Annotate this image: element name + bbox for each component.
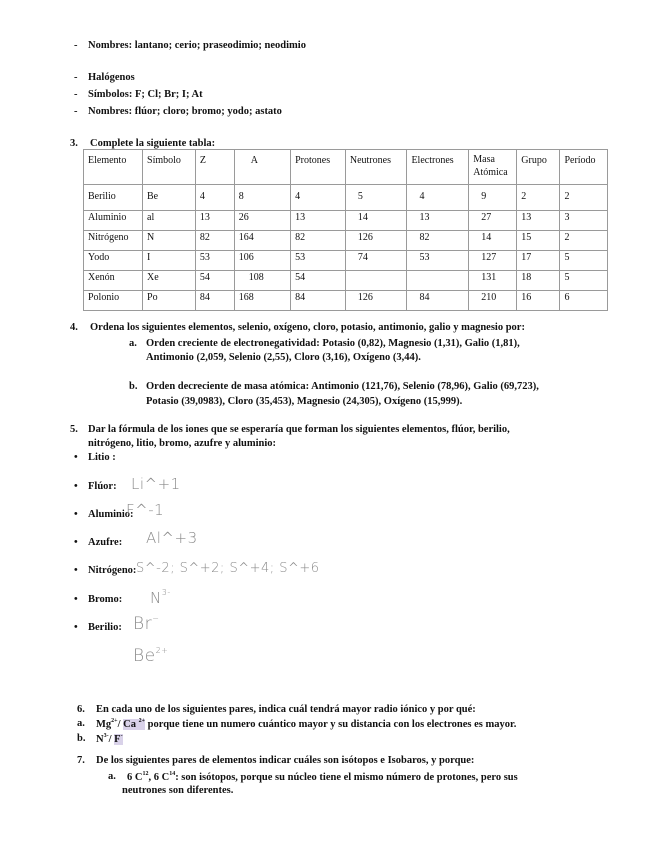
table-cell: 5 bbox=[345, 185, 407, 211]
pair-separator: / bbox=[108, 734, 112, 745]
list-bullet: • bbox=[74, 481, 78, 492]
n-charge: 3- bbox=[103, 733, 109, 739]
table-cell: 131 bbox=[469, 271, 517, 291]
sub-label: a. bbox=[108, 771, 116, 782]
table-cell: 18 bbox=[517, 271, 560, 291]
element-table bbox=[83, 149, 608, 311]
table-cell: 3 bbox=[560, 211, 608, 231]
table-cell: 5 bbox=[560, 271, 608, 291]
table-cell: 17 bbox=[517, 251, 560, 271]
table-cell: Xenón bbox=[84, 271, 143, 291]
handwriting-litio: Li^+1 bbox=[131, 475, 181, 493]
table-cell: 108 bbox=[234, 271, 290, 291]
table-cell: 5 bbox=[560, 251, 608, 271]
table-cell: 9 bbox=[469, 185, 517, 211]
table-cell: 13 bbox=[291, 211, 346, 231]
table-cell: 54 bbox=[195, 271, 234, 291]
table-cell: Yodo bbox=[84, 251, 143, 271]
list-bullet: • bbox=[74, 509, 78, 520]
table-cell: 14 bbox=[469, 231, 517, 251]
table-cell: 14 bbox=[345, 211, 407, 231]
list-item-nombres-lantanidos: Nombres: lantano; cerio; praseodimio; neodimio bbox=[88, 40, 306, 51]
table-row bbox=[84, 271, 608, 291]
q4-a-line2: Antimonio (2,059, Selenio (2,55), Cloro (3,16), Oxígeno (3,44). bbox=[146, 352, 421, 363]
q5-line2: nitrógeno, litio, bromo, azufre y aluminio: bbox=[88, 438, 277, 449]
table-cell: 8 bbox=[234, 185, 290, 211]
q6-b-answer bbox=[96, 733, 123, 745]
question-number: 5. bbox=[70, 424, 78, 435]
table-row bbox=[84, 231, 608, 251]
sub-label: b. bbox=[77, 733, 86, 744]
q4-b-line2: Potasio (39,0983), Cloro (35,453), Magnesio (24,305), Oxígeno (15,999). bbox=[146, 396, 463, 407]
table-cell: 2 bbox=[560, 185, 608, 211]
handwriting-fluor: F^-1 bbox=[126, 501, 165, 519]
ca-charge: 2+ bbox=[138, 718, 146, 724]
list-bullet: - bbox=[74, 72, 78, 83]
list-bullet: • bbox=[74, 452, 78, 463]
table-cell: 106 bbox=[234, 251, 290, 271]
ion-label-fluor: Flúor: bbox=[88, 481, 117, 492]
ion-label-litio: Litio : bbox=[88, 452, 116, 463]
handwriting-n-sup: 3- bbox=[161, 588, 171, 597]
table-cell: N bbox=[143, 231, 196, 251]
table-cell: 26 bbox=[234, 211, 290, 231]
list-bullet: • bbox=[74, 622, 78, 633]
q6-a-answer bbox=[96, 718, 516, 730]
list-bullet: - bbox=[74, 40, 78, 51]
table-cell: 16 bbox=[517, 291, 560, 311]
handwriting-bromo bbox=[133, 614, 159, 634]
table-header-row bbox=[84, 150, 608, 185]
table-cell: 13 bbox=[195, 211, 234, 231]
q7-a-line2: neutrones son diferentes. bbox=[122, 785, 234, 796]
question-number: 4. bbox=[70, 322, 78, 333]
table-cell: 210 bbox=[469, 291, 517, 311]
ion-label-nitrogeno: Nitrógeno: bbox=[88, 565, 137, 576]
table-cell: 4 bbox=[195, 185, 234, 211]
header-neutrones: Neutrones bbox=[345, 150, 407, 185]
list-item-simbolos: Símbolos: F; Cl; Br; I; At bbox=[88, 89, 203, 100]
question-6-text: En cada uno de los siguientes pares, indica cuál tendrá mayor radio iónico y por qué: bbox=[96, 704, 476, 715]
header-periodo: Período bbox=[560, 150, 608, 185]
table-cell: 84 bbox=[195, 291, 234, 311]
table-cell: Polonio bbox=[84, 291, 143, 311]
table-cell: 27 bbox=[469, 211, 517, 231]
f-charge: - bbox=[120, 733, 123, 739]
table-cell: Aluminio bbox=[84, 211, 143, 231]
table-cell: Berilio bbox=[84, 185, 143, 211]
question-4-text: Ordena los siguientes elementos, selenio, oxígeno, cloro, potasio, antimonio, galio y magnesio por: bbox=[90, 322, 525, 333]
table-cell: 13 bbox=[517, 211, 560, 231]
table-cell: 53 bbox=[407, 251, 469, 271]
list-item-halogenos: Halógenos bbox=[88, 72, 135, 83]
table-cell: Nitrógeno bbox=[84, 231, 143, 251]
table-cell: Be bbox=[143, 185, 196, 211]
list-bullet: - bbox=[74, 106, 78, 117]
sub-label: b. bbox=[129, 381, 138, 392]
q4-b-line1: Orden decreciente de masa atómica: Antimonio (121,76), Selenio (78,96), Galio (69,723), bbox=[146, 381, 539, 392]
ion-label-azufre: Azufre: bbox=[88, 537, 123, 548]
table-cell: 2 bbox=[560, 231, 608, 251]
f-symbol: F bbox=[114, 734, 121, 745]
c14-mass: 14 bbox=[169, 771, 176, 777]
list-bullet: • bbox=[74, 594, 78, 605]
handwriting-azufre: S^-2; S^+2; S^+4; S^+6 bbox=[136, 561, 320, 576]
table-cell: 164 bbox=[234, 231, 290, 251]
n-symbol: N bbox=[96, 734, 104, 745]
header-z: Z bbox=[195, 150, 234, 185]
table-row bbox=[84, 291, 608, 311]
handwriting-br-sup: − bbox=[152, 614, 160, 623]
q7-a-line1 bbox=[127, 771, 518, 783]
q6-a-reason: porque tiene un numero cuántico mayor y su distancia con los electrones es mayor. bbox=[147, 719, 517, 730]
table-row bbox=[84, 251, 608, 271]
table-cell: 53 bbox=[291, 251, 346, 271]
question-number: 7. bbox=[77, 755, 85, 766]
table-cell: 6 bbox=[560, 291, 608, 311]
table-cell: 126 bbox=[345, 231, 407, 251]
table-cell: 82 bbox=[291, 231, 346, 251]
table-cell: 54 bbox=[291, 271, 346, 291]
handwriting-be-sup: 2+ bbox=[155, 646, 169, 655]
question-number: 3. bbox=[70, 138, 78, 149]
table-cell: 127 bbox=[469, 251, 517, 271]
table-cell: 13 bbox=[407, 211, 469, 231]
table-cell: 4 bbox=[291, 185, 346, 211]
table-cell: 168 bbox=[234, 291, 290, 311]
header-elemento: Elemento bbox=[84, 150, 143, 185]
table-cell: al bbox=[143, 211, 196, 231]
header-electrones: Electrones bbox=[407, 150, 469, 185]
table-cell: Xe bbox=[143, 271, 196, 291]
table-cell: 4 bbox=[407, 185, 469, 211]
table-cell: 2 bbox=[517, 185, 560, 211]
c12-symbol: 6 C bbox=[127, 772, 143, 783]
ca-highlight bbox=[123, 719, 145, 730]
handwriting-berilio bbox=[133, 646, 168, 666]
ion-label-bromo: Bromo: bbox=[88, 594, 123, 605]
c14-symbol: , 6 C bbox=[148, 772, 170, 783]
ca-symbol: Ca bbox=[123, 719, 136, 730]
table-cell: Po bbox=[143, 291, 196, 311]
table-cell bbox=[345, 271, 407, 291]
table-cell: 84 bbox=[407, 291, 469, 311]
q5-line1: Dar la fórmula de los iones que se esperaría que forman los siguientes elementos, flúor, berilio, bbox=[88, 424, 510, 435]
header-simbolo: Símbolo bbox=[143, 150, 196, 185]
table-row bbox=[84, 185, 608, 211]
pair-separator: / bbox=[117, 719, 121, 730]
question-3-text: Complete la siguiente tabla: bbox=[90, 138, 216, 149]
table-cell: 74 bbox=[345, 251, 407, 271]
sub-label: a. bbox=[129, 338, 137, 349]
table-row bbox=[84, 211, 608, 231]
list-item-nombres-halogenos: Nombres: flúor; cloro; bromo; yodo; astato bbox=[88, 106, 282, 117]
table-cell bbox=[407, 271, 469, 291]
table-cell: 126 bbox=[345, 291, 407, 311]
list-bullet: • bbox=[74, 565, 78, 576]
table-cell: 15 bbox=[517, 231, 560, 251]
table-cell: 84 bbox=[291, 291, 346, 311]
header-protones: Protones bbox=[291, 150, 346, 185]
header-grupo: Grupo bbox=[517, 150, 560, 185]
header-a: A bbox=[234, 150, 290, 185]
handwriting-aluminio: Al^+3 bbox=[146, 529, 198, 547]
handwriting-n-base: N bbox=[150, 589, 162, 607]
table-cell: 82 bbox=[407, 231, 469, 251]
table-cell: 82 bbox=[195, 231, 234, 251]
handwriting-be-base: Be bbox=[133, 646, 156, 666]
header-masa-atomica: Masa Atómica bbox=[469, 150, 517, 185]
mg-symbol: Mg bbox=[96, 719, 112, 730]
list-bullet: • bbox=[74, 537, 78, 548]
c12-mass: 12 bbox=[142, 771, 149, 777]
table-cell: 53 bbox=[195, 251, 234, 271]
handwriting-br-base: Br bbox=[133, 614, 153, 634]
ion-label-berilio: Berilio: bbox=[88, 622, 122, 633]
q7-a-explanation: : son isótopos, porque su núcleo tiene el mismo número de protones, pero sus bbox=[175, 772, 518, 783]
q4-a-line1: Orden creciente de electronegatividad: Potasio (0,82), Magnesio (1,31), Galio (1,81), bbox=[146, 338, 520, 349]
sub-label: a. bbox=[77, 718, 85, 729]
question-number: 6. bbox=[77, 704, 85, 715]
f-highlight bbox=[114, 734, 122, 745]
handwriting-nitrogeno bbox=[150, 588, 171, 607]
table-cell: I bbox=[143, 251, 196, 271]
question-7-text: De los siguientes pares de elementos indicar cuáles son isótopos e Isobaros, y porque: bbox=[96, 755, 475, 766]
mg-charge: 2+ bbox=[111, 718, 118, 724]
list-bullet: - bbox=[74, 89, 78, 100]
ion-label-aluminio: Aluminio: bbox=[88, 509, 134, 520]
